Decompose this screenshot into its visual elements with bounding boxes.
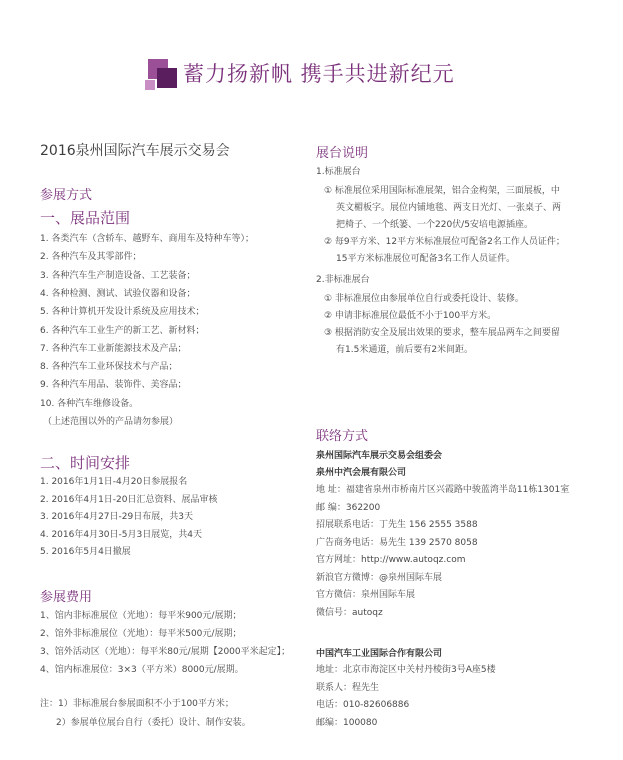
- list-item: 有1.5米通道，前后要有2米间距。: [336, 345, 474, 355]
- contact-line: 微信号：autoqz: [316, 607, 383, 618]
- list-item: ① 标准展位采用国际标准展架，铝合金构架，三面展板，中: [324, 186, 560, 196]
- company-name: 泉州中汽会展有限公司: [316, 468, 407, 478]
- list-item: 1. 2016年1月1日-4月20日参展报名: [40, 477, 188, 487]
- list-item: 2、馆外非标准展位（光地）：每平米500元/展期；: [40, 629, 242, 639]
- list-item: 1. 各类汽车（含轿车、越野车、商用车及特种车等）；: [40, 234, 254, 244]
- list-item: 1、馆内非标准展位（光地）：每平米900元/展期；: [40, 611, 242, 621]
- organizer-name: 泉州国际汽车展示交易会组委会: [316, 451, 443, 461]
- participation-heading: 参展方式: [40, 188, 93, 203]
- list-item: 10. 各种汽车维修设备。: [40, 398, 139, 409]
- list-item: 4. 各种检测、测试、试验仪器和设备；: [40, 288, 196, 299]
- note-item: 2）参展单位展台自行（委托）设计、制作安装。: [56, 718, 251, 728]
- list-item: 3、馆外活动区（光地）：每平米80元/展期【2000平米起定】；: [40, 647, 291, 657]
- fee-heading: 参展费用: [40, 590, 93, 605]
- standard-heading: 1.标准展台: [316, 167, 361, 177]
- list-item: 9. 各种汽车用品、装饰件、美容品；: [40, 380, 187, 391]
- contact-line: 联系人：程先生: [316, 682, 380, 693]
- list-item: 6. 各种汽车工业生产的新工艺、新材料；: [40, 325, 205, 336]
- contact-line: 招展联系电话：丁先生 156 2555 3588: [316, 520, 478, 530]
- list-item: ② 申请非标准展位最低不小于100平方米。: [324, 311, 497, 321]
- partner-company-name: 中国汽车工业国际合作有限公司: [316, 649, 443, 659]
- contact-line: 地 址：福建省泉州市桥南片区兴霞路中骏蓝湾半岛11栋1301室: [316, 485, 570, 495]
- list-item: 4. 2016年4月30日-5月3日展览，共4天: [40, 529, 202, 540]
- contact-line: 官方网址：http://www.autoqz.com: [316, 555, 466, 565]
- contact-line: 广告商务电话：易先生 139 2570 8058: [316, 537, 478, 548]
- contact-line: 邮编：100080: [316, 717, 378, 728]
- list-item: ③ 根据消防安全及展出效果的要求，整车展品两车之间要留: [324, 328, 560, 338]
- list-item: 英文楣板字。展位内铺地毯、两支日光灯、一张桌子、两: [336, 203, 562, 213]
- note-item: 注：1）非标准展台参展面积不小于100平方米；: [40, 699, 234, 709]
- list-item: 7. 各种汽车工业新能源技术及产品；: [40, 343, 187, 354]
- list-item: 2. 各种汽车及其零部件；: [40, 252, 142, 263]
- list-item: （上述范围以外的产品请勿参展）: [43, 417, 179, 427]
- contact-line: 邮 编：362200: [316, 502, 381, 513]
- list-item: 把椅子、一个纸篓、一个220伏/5安培电源插座。: [336, 220, 533, 230]
- list-item: 4、馆内标准展位：3×3（平方米）8000元/展期。: [40, 665, 244, 675]
- list-item: 2. 2016年4月1日-20日汇总资料、展品审核: [40, 494, 218, 505]
- list-item: 3. 各种汽车生产制造设备、工艺装备；: [40, 270, 196, 281]
- contact-line: 电话：010-82606886: [316, 700, 410, 710]
- contact-line: 新浪官方微博：@泉州国际车展: [316, 572, 443, 583]
- list-item: 3. 2016年4月27日-29日布展，共3天: [40, 512, 193, 523]
- nonstandard-heading: 2.非标准展台: [316, 275, 370, 285]
- logo-square-dark-icon: [157, 68, 177, 88]
- list-item: 5. 各种计算机开发设计系统及应用技术；: [40, 307, 205, 318]
- booth-heading: 展台说明: [316, 146, 369, 161]
- contact-line: 官方微信：泉州国际车展: [316, 590, 416, 600]
- page-title: 2016泉州国际汽车展示交易会: [40, 143, 230, 159]
- scope-heading: 一、展品范围: [40, 209, 131, 227]
- list-item: 15平方米标准展位可配备3名工作人员证件。: [336, 254, 516, 264]
- contact-heading: 联络方式: [316, 429, 369, 444]
- contact-line: 地址：北京市海淀区中关村丹棱街3号A座5楼: [316, 665, 496, 675]
- list-item: ② 每9平方米、12平方米标准展位可配备2名工作人员证件；: [324, 237, 565, 247]
- logo-square-light-icon: [145, 80, 155, 90]
- list-item: ① 非标准展位由参展单位自行或委托设计、装修。: [324, 294, 524, 304]
- list-item: 8. 各种汽车工业环保技术与产品；: [40, 362, 178, 373]
- slogan: 蓄力扬新帆 携手共进新纪元: [183, 62, 455, 86]
- list-item: 5. 2016年5月4日撤展: [40, 547, 131, 558]
- schedule-heading: 二、时间安排: [40, 454, 131, 472]
